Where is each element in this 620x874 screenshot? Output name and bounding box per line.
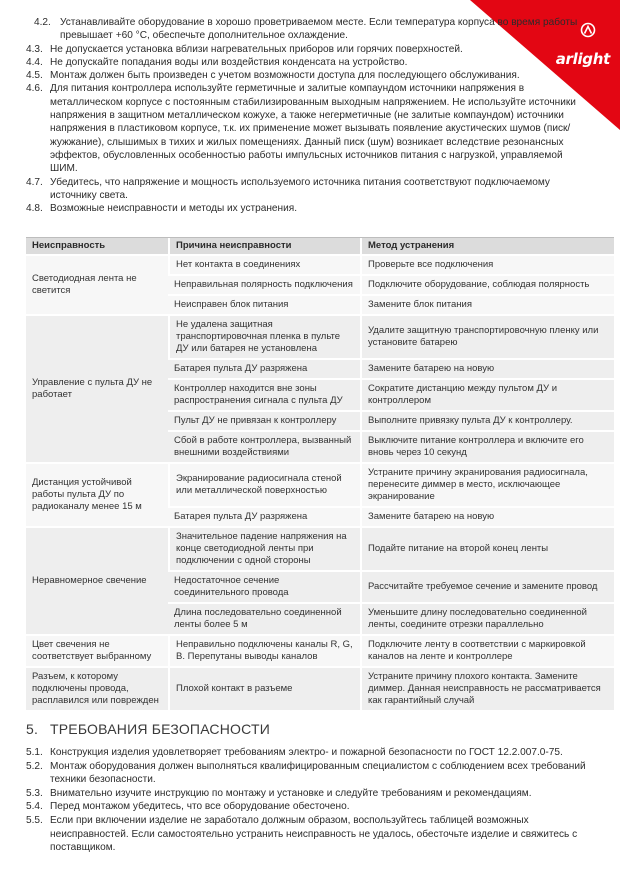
header-cause: Причина неисправности [168,238,360,256]
brand-logo-text: arlight [555,50,610,68]
item-text: Возможные неисправности и методы их устранения. [50,203,298,215]
item-number: 4.2. [34,17,51,28]
issue-cell: Цвет свечения не соответствует выбранному [26,636,168,668]
issue-cell: Дистанция устойчивой работы пульта ДУ по радиоканалу менее 15 м [26,464,168,528]
item-number: 5.3. [26,787,43,799]
item-text: Конструкция изделия удовлетворяет требованиям электро- и пожарной безопасности по ГОСТ 12.2.007.0-75. [50,747,563,758]
fix-cell: Замените блок питания [360,296,614,316]
list-item [26,746,586,760]
fix-cell: Рассчитайте требуемое сечение и замените провод [360,572,614,604]
item-text: Внимательно изучите инструкцию по монтажу и установке и следуйте требованиям и рекомендациям. [50,787,532,799]
list-item [26,787,586,801]
item-number: 4.3. [26,43,43,55]
section-title: ТРЕБОВАНИЯ БЕЗОПАСНОСТИ [50,721,271,737]
list-item [26,800,586,814]
fix-cell: Замените батарею на новую [360,508,614,528]
list-item [26,814,586,855]
fix-cell: Устраните причину экранирования радиосигнала, перенесите диммер в место, исключающее экранирование [360,464,614,508]
issue-cell: Неравномерное свечение [26,528,168,636]
issue-cell: Разъем, к которому подключены провода, расплавился или поврежден [26,668,168,712]
item-number: 4.4. [26,56,43,68]
fix-cell: Выключите питание контроллера и включите его вновь через 10 секунд [360,432,614,464]
table-row [26,464,614,508]
list-item [26,176,586,203]
fix-cell: Удалите защитную транспортировочную пленку или установите батарею [360,316,614,360]
fix-cell: Сократите дистанцию между пультом ДУ и контроллером [360,380,614,412]
item-number: 4.5. [26,70,43,82]
table-row [26,528,614,572]
item-number: 4.6. [26,83,43,95]
item-text: Если при включении изделие не заработало должным образом, воспользуйтесь таблицей возможных неисправностей. Если самостоятельно устранить неисправность не удалось, обесточьте изделие и свяжитесь с поставщиком. [50,814,578,854]
item-text: Перед монтажом убедитесь, что все оборудование обесточено. [50,801,350,813]
fix-cell: Устраните причину плохого контакта. Замените диммер. Данная неисправность не рассматривается как гарантийный случай [360,668,614,712]
cause-cell: Батарея пульта ДУ разряжена [168,508,360,528]
issue-cell: Управление с пульта ДУ не работает [26,316,168,464]
item-text: Монтаж должен быть произведен с учетом возможности доступа для последующего обслуживания. [50,70,520,82]
table-row [26,316,614,360]
section5-list [26,746,586,855]
item-text: Монтаж оборудования должен выполняться квалифицированным специалистом с соблюдением всех требований техники безопасности. [50,760,586,786]
list-item [26,43,586,56]
cause-cell: Экранирование радиосигнала стеной или металлической поверхностью [168,464,360,508]
cause-cell: Сбой в работе контроллера, вызванный внешними воздействиями [168,432,360,464]
item-number: 5.1. [26,747,43,758]
cause-cell: Длина последовательно соединенной ленты более 5 м [168,604,360,636]
section-number: 5. [26,721,39,737]
item-text: Устанавливайте оборудование в хорошо проветриваемом месте. Если температура корпуса во время работы превышает +60 °С, обеспечьте дополнительное охлаждение. [60,17,578,42]
fix-cell: Подключите оборудование, соблюдая полярность [360,276,614,296]
section5-heading [26,721,270,737]
table-row [26,256,614,276]
table-row [26,636,614,668]
cause-cell: Батарея пульта ДУ разряжена [168,360,360,380]
header-issue: Неисправность [26,238,168,256]
fix-cell: Уменьшите длину последовательно соединенной ленты, соедините отрезки параллельно [360,604,614,636]
cause-cell: Недостаточное сечение соединительного провода [168,572,360,604]
list-item [26,69,586,82]
item-text: Не допускайте попадания воды или воздействия конденсата на устройство. [50,56,408,68]
cause-cell: Плохой контакт в разъеме [168,668,360,712]
cause-cell: Неисправен блок питания [168,296,360,316]
issue-cell: Светодиодная лента не светится [26,256,168,316]
fix-cell: Проверьте все подключения [360,256,614,276]
cause-cell: Нет контакта в соединениях [168,256,360,276]
troubleshooting-table [26,238,614,712]
item-number: 5.5. [26,814,43,826]
item-number: 5.2. [26,760,43,772]
item-text: Не допускается установка вблизи нагревательных приборов или горячих поверхностей. [50,43,463,55]
table-row [26,668,614,712]
cause-cell: Неправильно подключены каналы R, G, B. Перепутаны выводы каналов [168,636,360,668]
item-number: 5.4. [26,801,43,813]
header-fix: Метод устранения [360,238,614,256]
cause-cell: Неправильная полярность подключения [168,276,360,296]
cause-cell: Контроллер находится вне зоны распространения сигнала с пульта ДУ [168,380,360,412]
list-item [26,202,586,215]
cause-cell: Не удалена защитная транспортировочная пленка в пульте ДУ или батарея не установлена [168,316,360,360]
fix-cell: Замените батарею на новую [360,360,614,380]
list-item [26,760,586,787]
section4-list [26,16,586,215]
cause-cell: Пульт ДУ не привязан к контроллеру [168,412,360,432]
cause-cell: Значительное падение напряжения на конце светодиодной ленты при подключении с одной стороны [168,528,360,572]
table-header-row [26,238,614,256]
fix-cell: Подайте питание на второй конец ленты [360,528,614,572]
item-text: Убедитесь, что напряжение и мощность используемого источника питания соответствуют подключаемому источнику света. [50,176,550,201]
fix-cell: Выполните привязку пульта ДУ к контроллеру. [360,412,614,432]
item-number: 4.8. [26,203,43,215]
list-item [26,56,586,69]
list-item [26,82,586,175]
item-number: 4.7. [26,176,43,188]
fix-cell: Подключите ленту в соответствии с маркировкой каналов на ленте и контроллере [360,636,614,668]
item-text: Для питания контроллера используйте герметичные и залитые компаундом источники напряжения в металлическом корпусе с постоянным стабилизированным выходным напряжением. Не используйте источники напряжения в защитном металлическом кожухе, а также негерметичные (не залитые компаундом) источники напряжения в пластиковом корпусе, т.к. их применение может вызывать появление акустических шумов (писк/жужжание), слышимых в тихих и жилых помещениях. Данный писк (шум) возникает вследствие резонансных эффектов, обусловленных особенностью работы импульсных источников питания с нагрузкой, управляемой ШИМ. [50,83,576,175]
list-item [26,16,586,43]
